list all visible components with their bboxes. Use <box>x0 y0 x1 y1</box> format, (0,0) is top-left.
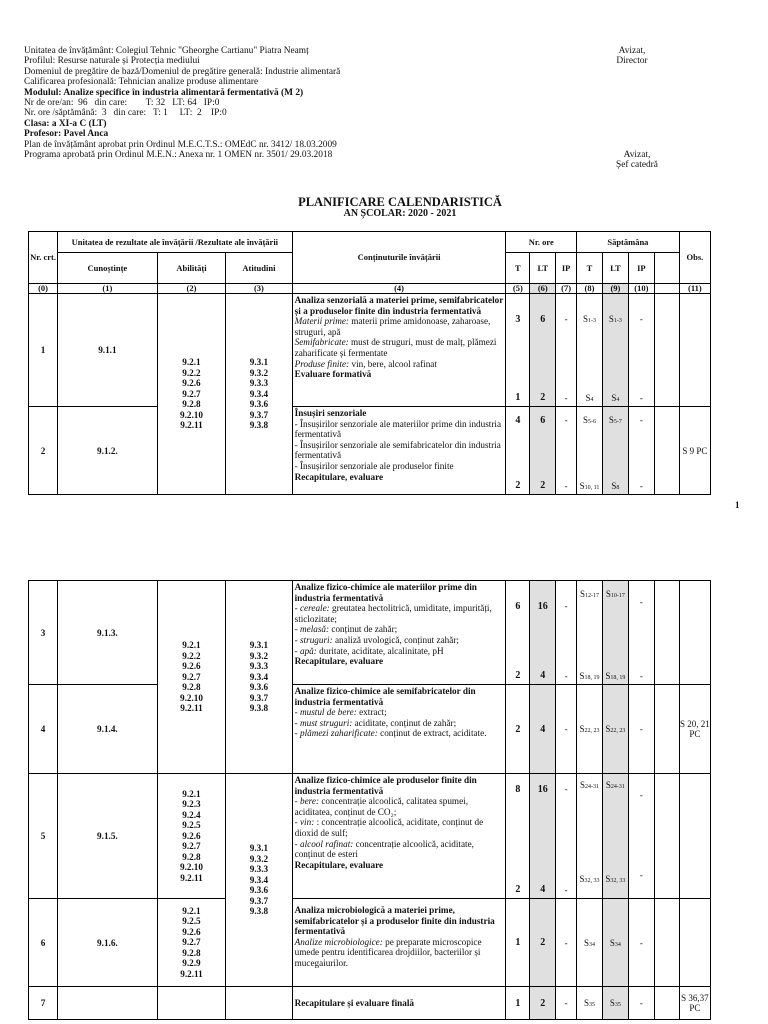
idx: (6) <box>530 284 556 294</box>
table-row <box>29 899 711 987</box>
week-t: S <box>579 780 585 790</box>
table-row <box>29 407 711 495</box>
week-sub: 10, 11 <box>584 485 600 491</box>
cunostinte-code: 9.1.5. <box>58 774 158 899</box>
empty-cell <box>654 899 679 987</box>
week-sub: 34 <box>614 941 621 948</box>
page-number: 1 <box>735 500 740 510</box>
content-label: mustul de bere: <box>299 707 357 718</box>
week-t: S <box>582 415 588 425</box>
hours-t: 4 <box>515 415 521 426</box>
week-sub: 34 <box>588 941 595 948</box>
head-label: Șef catedră <box>616 160 658 171</box>
col-lt: LT <box>530 253 556 284</box>
row-nr: 5 <box>29 774 58 899</box>
hours-ip: - <box>564 393 568 403</box>
hours-lt: 6 <box>540 415 546 426</box>
hours-ip: - <box>564 601 568 611</box>
content-label: melasă: <box>299 624 330 635</box>
hours-t: 1 <box>515 392 521 403</box>
obs-cell <box>679 899 710 987</box>
class-line: Clasa: a XI-a C (LT) <box>24 118 107 129</box>
plan-line: Plan de învățământ aprobat prin Ordinul M.E.C.T.S.: OMEdC nr. 3412/ 18.03.2009 <box>24 139 337 150</box>
content-title: Analize fizico-chimice ale materiilor prime din industria fermentativă <box>294 582 477 603</box>
atitudini-codes: 9.3.1 9.3.2 9.3.3 9.3.4 9.3.6 9.3.7 9.3.8 <box>226 774 292 987</box>
hours-t: 2 <box>506 685 530 774</box>
idx: (10) <box>628 284 654 294</box>
header-line: Domeniul de pregătire de bază/Domeniul de pregătire generală: Industrie alimentară <box>24 66 341 77</box>
content-text: conținut de zahăr; <box>329 624 398 635</box>
week-t: S <box>579 724 585 734</box>
hours-t: 2 <box>515 884 521 895</box>
hours-ip: - <box>556 899 577 987</box>
week-lt: S <box>609 998 615 1008</box>
content-title: Analize fizico-chimice ale produselor finite din industria fermentativă <box>294 775 477 796</box>
week-ip: - <box>628 899 654 987</box>
cunostinte-code: 9.1.3. <box>58 581 158 685</box>
hours-lt: 2 <box>530 899 556 987</box>
empty-cell <box>654 407 679 495</box>
content-text: conținut de extract, aciditate. <box>377 728 487 739</box>
hours-lt: 16 <box>537 784 548 795</box>
week-sub: 32, 33 <box>584 878 600 884</box>
week-sub: 8 <box>616 485 620 491</box>
table-row <box>29 987 711 1020</box>
content-cell <box>292 294 506 407</box>
empty-cell <box>654 987 679 1020</box>
week-sub: 35 <box>614 1002 621 1008</box>
cunostinte-code: 9.1.2. <box>58 407 158 495</box>
week-t: S <box>579 671 585 681</box>
content-text: concentrație alcoolică, calitatea spumei, aciditatea, conținut de CO₂; <box>294 796 468 817</box>
week-ip: - <box>639 671 643 681</box>
content-cell: Analize fizico-chimice ale produselor finite din industria fermentativă - bere: concentrație alcoolică, calitatea spumei, aciditatea, conținut de CO₂; - vin: : concentrație alcoolică, aciditate, conținut de dioxid de sulf; - alcool rafinat: concentrație alcoolică, aciditate, conținut de esteri Recapitulare, evaluare <box>292 774 506 899</box>
hours-lt: 4 <box>530 685 556 774</box>
content-title: Analiza microbiologică a materiei prime, semifabricatelor și a produselor finite din industria fermentativă <box>294 905 495 937</box>
col-obs: Obs. <box>679 232 710 284</box>
week-t: S <box>579 481 585 491</box>
week-t: S <box>585 393 591 403</box>
row-nr: 4 <box>29 685 58 774</box>
week-sub: 4 <box>590 397 594 403</box>
content-text: analiză uvologică, conținut zahăr; <box>332 634 459 645</box>
content-label: plămezi zaharificate: <box>299 728 378 739</box>
hours-lt: 2 <box>540 392 546 403</box>
idx: (0) <box>29 284 58 294</box>
header-line: Calificarea profesională: Tehnician analize produse alimentare <box>24 77 259 88</box>
content-label: alcool rafinat: <box>299 838 354 849</box>
week-t: S <box>579 874 585 884</box>
hours-t: 1 <box>506 987 530 1020</box>
content-text: greutatea hectolitrică, umiditate, impurități, sticlozitate; <box>294 603 492 624</box>
table-row <box>29 774 711 899</box>
hours-ip: - <box>564 671 568 681</box>
atitudini-codes: 9.3.1 9.3.2 9.3.3 9.3.4 9.3.6 9.3.7 9.3.8 <box>226 294 292 495</box>
director-approval <box>612 46 652 67</box>
content-text: vin, bere, alcool rafinat <box>349 358 437 369</box>
empty-cell <box>654 581 679 685</box>
week-ip: - <box>639 870 643 880</box>
week-lt: S <box>608 314 614 324</box>
content-text: - Însușirilor senzoriale ale semifabricatelor din industria fermentativă <box>294 439 501 461</box>
week-ip: - <box>628 685 654 774</box>
week-sub: 4 <box>616 397 620 403</box>
col-nr: Nr. crt. <box>29 232 58 284</box>
week-sub: 24-31 <box>584 784 599 790</box>
module-line: Modulul: Analize specifice în industria alimentară fermentativă (M 2) <box>24 87 304 98</box>
week-sub: 22, 23 <box>584 728 600 734</box>
week-ip: - <box>639 393 643 403</box>
content-title: Recapitulare și evaluare finală <box>294 997 414 1008</box>
content-end: Recapitulare, evaluare <box>294 859 384 870</box>
col-atitudini: Atitudini <box>226 253 292 284</box>
week-ip: - <box>639 790 643 800</box>
row-nr: 2 <box>29 407 58 495</box>
content-text: materii prime amidonoase, zaharoase, struguri, apă <box>294 316 491 337</box>
content-label: apă: <box>299 645 317 656</box>
hours-t: 3 <box>515 314 521 325</box>
week-lt: S <box>605 589 611 599</box>
week-lt: S <box>605 874 611 884</box>
content-text: - Însușirilor senzoriale ale produselor finite <box>294 460 454 471</box>
idx: (9) <box>602 284 628 294</box>
plan-table-page1 <box>28 231 711 495</box>
hours-ip: - <box>564 885 568 895</box>
col-week-t: T <box>577 253 603 284</box>
content-label: bere: <box>299 796 320 807</box>
week-sub: 5-6 <box>587 419 596 425</box>
hours-t: 2 <box>515 480 521 491</box>
content-label: Materii prime: <box>294 316 349 327</box>
hours-year: Nr de ore/an: 96 din care: T: 32 LT: 64 IP:0 <box>24 98 220 109</box>
week-sub: 18, 19 <box>584 675 600 681</box>
head-approval <box>606 150 668 171</box>
obs-cell: S 20, 21 PC <box>679 685 710 774</box>
col-t: T <box>506 253 530 284</box>
col-week-lt: LT <box>602 253 628 284</box>
hours-ip: - <box>556 987 577 1020</box>
cunostinte-code: 9.1.4. <box>58 685 158 774</box>
empty-cell <box>654 253 679 284</box>
table-row <box>29 294 711 407</box>
week-sub: 5-7 <box>613 419 622 425</box>
content-label: Semifabricate: <box>294 337 349 348</box>
week-lt: S <box>611 481 617 491</box>
content-end: Recapitulare, evaluare <box>294 656 384 667</box>
approval-label: Avizat, <box>618 46 646 56</box>
content-text: concentrație alcoolică, aciditate, conținut de esteri <box>294 838 474 860</box>
week-lt: S <box>605 671 611 681</box>
content-text: pe preparate microscopice umede pentru identificarea drojdiilor, bacteriilor și mucegaiurilor. <box>294 936 482 968</box>
director-label: Director <box>616 56 648 67</box>
week-lt: S <box>605 780 611 790</box>
hours-ip: - <box>564 415 568 425</box>
content-label: Produse finite: <box>294 358 350 369</box>
hours-lt: 4 <box>540 884 546 895</box>
idx: (2) <box>157 284 226 294</box>
content-label: Analize microbiologice: <box>294 936 383 947</box>
hours-lt: 6 <box>540 314 546 325</box>
content-end: Evaluare formativă <box>294 369 372 380</box>
week-ip: - <box>639 415 643 425</box>
empty-cell <box>58 987 158 1020</box>
hours-ip: - <box>564 784 568 794</box>
content-text: duritate, aciditate, alcalinitate, pH <box>316 645 444 656</box>
week-ip: - <box>639 597 643 607</box>
obs-cell: S 36,37 PC <box>679 987 710 1020</box>
week-sub: 22, 23 <box>610 728 626 734</box>
col-content: Conținuturile învățării <box>292 232 506 284</box>
obs-cell <box>679 294 710 407</box>
content-label: cereale: <box>299 603 330 614</box>
abilitati-codes: 9.2.1 9.2.2 9.2.6 9.2.7 9.2.8 9.2.10 9.2.11 <box>157 581 226 774</box>
content-text: : concentrație alcoolică, aciditate, conținut de dioxid de sulf; <box>294 817 484 838</box>
hours-lt: 2 <box>540 480 546 491</box>
content-cell <box>292 899 506 987</box>
idx: (3) <box>226 284 292 294</box>
hours-t: 1 <box>506 899 530 987</box>
cunostinte-code: 9.1.6. <box>58 899 158 987</box>
program-line: Programa aprobată prin Ordinul M.E.N.: Anexa nr. 1 OMEN nr. 3501/ 29.03.2018 <box>24 150 333 161</box>
col-week: Săptămâna <box>577 232 680 253</box>
table-row <box>29 581 711 685</box>
idx: (11) <box>679 284 710 294</box>
empty-cell <box>654 284 679 294</box>
obs-cell <box>679 774 710 899</box>
index-row <box>29 284 711 294</box>
document-header <box>24 46 340 160</box>
hours-ip: - <box>564 481 568 491</box>
approval-label: Avizat, <box>623 150 651 160</box>
plan-table-page2 <box>28 580 711 1020</box>
week-sub: 35 <box>588 1002 595 1008</box>
week-t: S <box>583 937 589 948</box>
school-year: AN ȘCOLAR: 2020 - 2021 <box>343 208 457 219</box>
content-label: struguri: <box>299 634 333 645</box>
content-text: extract; <box>356 707 387 718</box>
row-nr: 6 <box>29 899 58 987</box>
week-sub: 18, 19 <box>610 675 626 681</box>
abilitati-codes: 9.2.1 9.2.3 9.2.4 9.2.5 9.2.6 9.2.7 9.2.8 9.2.10 9.2.11 <box>157 774 226 899</box>
hours-ip: - <box>556 685 577 774</box>
title-text: PLANIFICARE CALENDARISTICĂ <box>298 195 502 209</box>
hours-lt: 4 <box>540 670 546 681</box>
header-line: Profilul: Resurse naturale și Protecția mediului <box>24 56 200 67</box>
week-t: S <box>582 314 588 324</box>
col-abilitati: Abilități <box>157 253 226 284</box>
week-sub: 10-17 <box>610 593 625 599</box>
idx: (1) <box>58 284 158 294</box>
obs-cell <box>679 581 710 685</box>
obs-cell: S 9 PC <box>679 407 710 495</box>
week-sub: 32, 33 <box>610 878 626 884</box>
col-ip: IP <box>556 253 577 284</box>
row-nr: 3 <box>29 581 58 685</box>
col-hours: Nr. ore <box>506 232 577 253</box>
hours-lt: 16 <box>537 601 548 612</box>
content-label: vin: <box>299 817 315 828</box>
empty-cell <box>226 987 292 1020</box>
empty-cell <box>157 987 226 1020</box>
idx: (7) <box>556 284 577 294</box>
content-end: Recapitulare, evaluare <box>294 471 384 482</box>
row-nr: 1 <box>29 294 58 407</box>
content-text: - Însușirilor senzoriale ale materiilor prime din industria fermentativă <box>294 418 502 440</box>
atitudini-codes: 9.3.1 9.3.2 9.3.3 9.3.4 9.3.6 9.3.7 9.3.8 <box>226 581 292 774</box>
row-nr: 7 <box>29 987 58 1020</box>
content-title: Însușiri senzoriale <box>294 408 367 418</box>
week-lt: S <box>609 937 615 948</box>
idx: (5) <box>506 284 530 294</box>
hours-lt: 2 <box>530 987 556 1020</box>
idx: (4) <box>292 284 506 294</box>
week-sub: 1-3 <box>613 318 622 324</box>
header-line: Unitatea de învățământ: Colegiul Tehnic "Gheorghe Cartianu" Piatra Neamț <box>24 46 309 56</box>
page-title <box>0 196 768 220</box>
content-title: Analize fizico-chimice ale semifabricatelor din industria fermentativă <box>294 686 476 707</box>
col-cunostinte: Cunoștințe <box>58 253 158 284</box>
hours-ip: - <box>564 314 568 324</box>
content-title: Analiza senzorială a materiei prime, semifabricatelor și a produselor finite din industria fermentativă <box>294 295 504 316</box>
abilitati-codes: 9.2.1 9.2.2 9.2.6 9.2.7 9.2.8 9.2.10 9.2.11 <box>157 294 226 495</box>
cunostinte-code: 9.1.1 <box>58 294 158 407</box>
hours-t: 2 <box>515 670 521 681</box>
abilitati-codes: 9.2.1 9.2.5 9.2.6 9.2.7 9.2.8 9.2.9 9.2.11 <box>157 899 226 987</box>
week-t: S <box>579 589 585 599</box>
week-sub: 24-31 <box>610 784 625 790</box>
week-ip: - <box>628 987 654 1020</box>
hours-week: Nr. ore /săptămână: 3 din care: T: 1 LT: 2 IP:0 <box>24 108 227 119</box>
week-ip: - <box>639 481 643 491</box>
content-cell <box>292 407 506 495</box>
col-units: Unitatea de rezultate ale învățării /Rezultate ale învățării <box>58 232 293 253</box>
week-lt: S <box>608 415 614 425</box>
hours-t: 8 <box>515 784 521 795</box>
table-row <box>29 685 711 774</box>
content-cell: Analize fizico-chimice ale materiilor prime din industria fermentativă - cereale: greutatea hectolitrică, umiditate, impurități, sticlozitate; - melasă: conținut de zahăr; - struguri: analiză uvologică, conținut zahăr; - apă: duritate, aciditate, alcalinitate, pH Recapitulare, evaluare <box>292 581 506 685</box>
empty-cell <box>654 294 679 407</box>
content-text: must de struguri, must de malț, plămezi zaharificate și fermentate <box>294 337 497 358</box>
week-lt: S <box>611 393 617 403</box>
week-sub: 1-3 <box>587 318 596 324</box>
empty-cell <box>654 685 679 774</box>
empty-cell <box>654 774 679 899</box>
week-sub: 12-17 <box>584 593 599 599</box>
hours-t: 6 <box>515 601 521 612</box>
content-text: aciditate, conținut de zahăr; <box>352 717 457 728</box>
content-label: must struguri: <box>299 717 353 728</box>
idx: (8) <box>577 284 603 294</box>
week-lt: S <box>605 724 611 734</box>
teacher-line: Profesor: Pavel Anca <box>24 129 109 140</box>
content-cell: Analize fizico-chimice ale semifabricatelor din industria fermentativă - mustul de bere: extract; - must struguri: aciditate, conținut de zahăr; - plămezi zaharificate: conținut de extract, aciditate. <box>292 685 506 774</box>
week-t: S <box>583 998 589 1008</box>
col-week-ip: IP <box>628 253 654 284</box>
week-ip: - <box>639 314 643 324</box>
content-cell <box>292 987 506 1020</box>
